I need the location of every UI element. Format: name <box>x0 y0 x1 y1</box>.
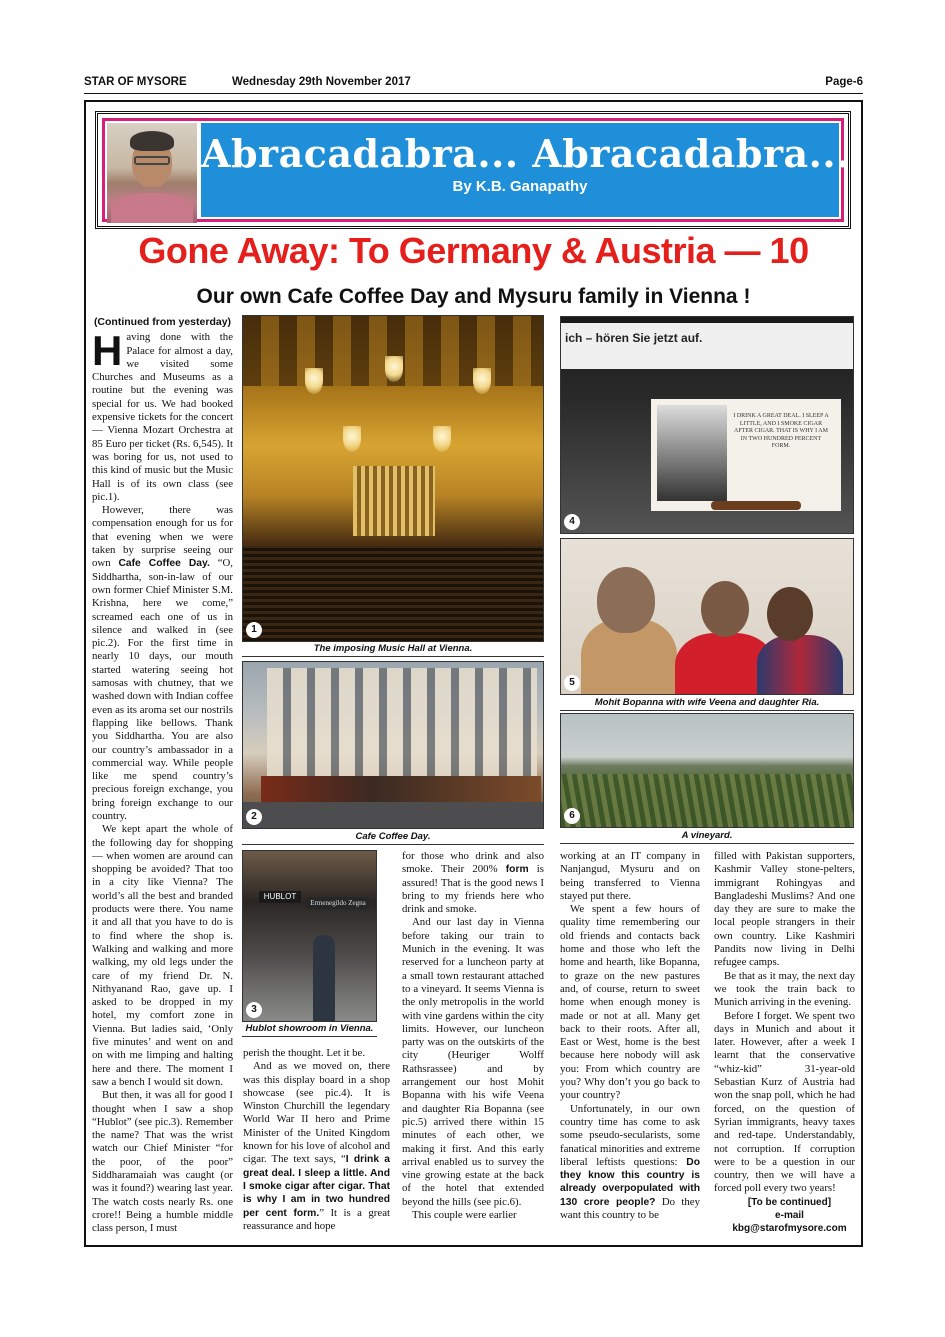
photo-vineyard <box>560 713 854 828</box>
paragraph: Having done with the Palace for almost a day, we visited some Churches and Museums as a routine but the evening was special for us. We had booked expensive tickets for the concert — Vienna Mozart Orchestra at 85 Euro per ticket (Rs. 6,545). It was boring for us, not used to this kind of music but the Music Hall is of its own class (see pic.1). <box>92 327 233 503</box>
paper-name: STAR OF MYSORE <box>84 76 187 88</box>
drop-cap: H <box>92 327 123 375</box>
paragraph: Unfortunately, in our own country time has come to ask some pseudo-secularists, some fanatical minorities and extreme liberal leftists questions: Do they know this country is already overpopulated with 130 crore people? Do they want this country to be <box>560 1102 700 1222</box>
text-column-1 <box>92 316 233 1242</box>
text-column-4 <box>560 850 700 1242</box>
photo-bopanna-family <box>560 538 854 695</box>
email-address: kbg@starofmysore.com <box>732 1223 847 1235</box>
paragraph: perish the thought. Let it be. <box>243 1047 366 1059</box>
photo-caption: Mohit Bopanna with wife Veena and daughter Ria. <box>560 697 854 711</box>
paragraph: filled with Pakistan supporters, Kashmir Valley stone-pelters, immigrant Rohingyas and Bangladeshi Muslims? And one day they are sure to make the local people strangers in their own country. Like Kashmiri Pandits now living in Delhi refugee camps. <box>714 850 855 969</box>
paragraph: for those who drink and also smoke. Their 200% form is assured! That is the good news I bring to my friends here who drink and smoke. <box>402 850 544 916</box>
shop-sign: Ermenegildo Zegna <box>307 897 369 909</box>
masthead <box>84 74 863 94</box>
churchill-portrait <box>657 405 727 501</box>
paragraph: Be that as it may, the next day we took the train back to Munich arriving in the evening. <box>714 969 855 1009</box>
banner-title-block <box>201 123 850 217</box>
banner-border <box>102 118 850 222</box>
paragraph: working at an IT company in Nanjangud, Mysuru and on being transferred to Vienna stayed put there. <box>560 850 700 902</box>
email-label: e-mail <box>775 1210 804 1222</box>
to-be-continued: [To be continued] <box>747 1196 832 1208</box>
text-column-3 <box>402 850 544 1242</box>
paragraph: This couple were earlier <box>412 1209 517 1222</box>
continued-note: (Continued from yesterday) <box>93 316 232 328</box>
paragraph: And as we moved on, there was this display board in a shop showcase (see pic.4). It is Winston Churchill the legendary World War II hero and Prime Minister of the United Kingdom known for his love of alcohol and cigar. The text says, “I drink a great deal. I sleep a little. And I smoke cigar after cigar. That is why I am in two hundred per cent form.” It is a great reassurance and hope <box>243 1060 390 1232</box>
paragraph: But then, it was all for good I thought when I saw a shop “Hublot” (see pic.3). Remember the name? That was the wrist watch our Chief Minister “for the poor, of the poor” Siddharamaiah was caught (or was it found?) wearing last year. The watch costs nearly Rs. one crore!! Being a humble middle class person, I must <box>92 1089 233 1235</box>
text-column-5 <box>714 850 855 1242</box>
photo-churchill-board <box>560 316 854 534</box>
paragraph: We spent a few hours of quality time remembering our old friends and contacts back home and those who left the home and hearth, like Bopanna, to graze on the new pastures and, of course, return to sweet home when enough money is made or not at all. Many get back to their roots. After all, East or West, home is the best because here nobody will ask you: From which country are you? Why don’t you go back to your country? <box>560 903 700 1102</box>
photo-caption: Hublot showroom in Vienna. <box>242 1023 377 1037</box>
photo-caption: Cafe Coffee Day. <box>242 831 544 845</box>
photo-number: 6 <box>564 808 580 824</box>
churchill-quote: I DRINK A GREAT DEAL. I SLEEP A LITTLE, AND I SMOKE CIGAR AFTER CIGAR. THAT IS WHY I AM IN TWO HUNDRED PERCENT FORM. <box>733 413 829 449</box>
paragraph: Before I forget. We spent two days in Munich and about it later. However, after a week I learnt that the conservative “whiz-kid” 31-year-old Sebastian Kurz of Austria had won the snap poll, which he had forced, on the question of Syrian immigrants, heavy taxes and red-tape. Understandably, not corruption. If corruption were to be a question in our country, then we will have a forced poll every two years! <box>714 1009 855 1195</box>
photo-caption: The imposing Music Hall at Vienna. <box>242 643 544 657</box>
shop-sign: HUBLOT <box>259 891 301 903</box>
paragraph: However, there was compensation enough for us for that evening when we were taken by surprise seeing our own Cafe Coffee Day. “O, Siddhartha, son-in-law of our own former Chief Minister S.M. Krishna, here we come,” screamed each one of us in silence and walked in (see pic.2). For the first time in nearly 10 days, our mouth started watering seeing hot samosas with chutney, that we washed down with Indian coffee even as its aroma set our nostrils flapping like bellows. Thank you Siddhartha. You are also our country’s ambassador in a commercial way. While people like me spend country’s precious foreign exchange, you bring foreign exchange to our country. <box>92 504 233 822</box>
shop-sign: ich – hören Sie jetzt auf. <box>565 331 703 345</box>
paragraph: And our last day in Vienna before taking our train to Munich in the evening. It was reserved for a luncheon party at a small town restaurant attached to a vineyard. It seems Vienna is the only metropolis in the world with vine gardens within the city limits. However, our luncheon party was on the outskirts of the city (Heuriger Wolff Rathsrassee) and by arrangement our host Mohit Bopanna with his wife Veena and daughter Ria Bopanna (see pic.5) arrived there within 15 minutes of each other, we making it first. And this early arrival enabled us to survey the vine growing estate at the back of the hotel that extended beyond the hills (see pic.6). <box>402 916 544 1208</box>
photo-music-hall <box>242 315 544 642</box>
column-banner <box>95 111 851 229</box>
byline: By K.B. Ganapathy <box>452 178 588 195</box>
issue-date: Wednesday 29th November 2017 <box>232 76 411 88</box>
subheadline: Our own Cafe Coffee Day and Mysuru family in Vienna ! <box>196 285 751 308</box>
photo-cafe-coffee-day <box>242 661 544 829</box>
photo-hublot-showroom <box>242 850 377 1022</box>
photo-number: 3 <box>246 1002 262 1018</box>
photo-number: 5 <box>564 675 580 691</box>
text-column-2 <box>243 1047 390 1242</box>
headline: Gone Away: To Germany & Austria — 10 <box>138 230 809 271</box>
page-number: Page-6 <box>825 76 863 88</box>
photo-caption: A vineyard. <box>560 830 854 844</box>
paragraph: We kept apart the whole of the following day for shopping — when women are around can shopping be avoided? That too in a city like Vienna? The world’s all the best and branded products were there. You name it and all that you have to do is to find where the shop is. Walking and walking and more walking, my old legs under the care of my friend Dr. N. Nithyanand Rao, gave up. I asked to be dropped in my hotel, my comfort zone in Vienna. But ladies said, ‘Only five minutes’ and went on and on with me limping and halting here and there. The moment I saw a bench I would sit down. <box>92 823 233 1088</box>
photo-number: 2 <box>246 809 262 825</box>
photo-number: 1 <box>246 622 262 638</box>
photo-number: 4 <box>564 514 580 530</box>
author-portrait <box>107 123 197 223</box>
column-title: Abracadabra... Abracadabra... <box>201 131 850 176</box>
